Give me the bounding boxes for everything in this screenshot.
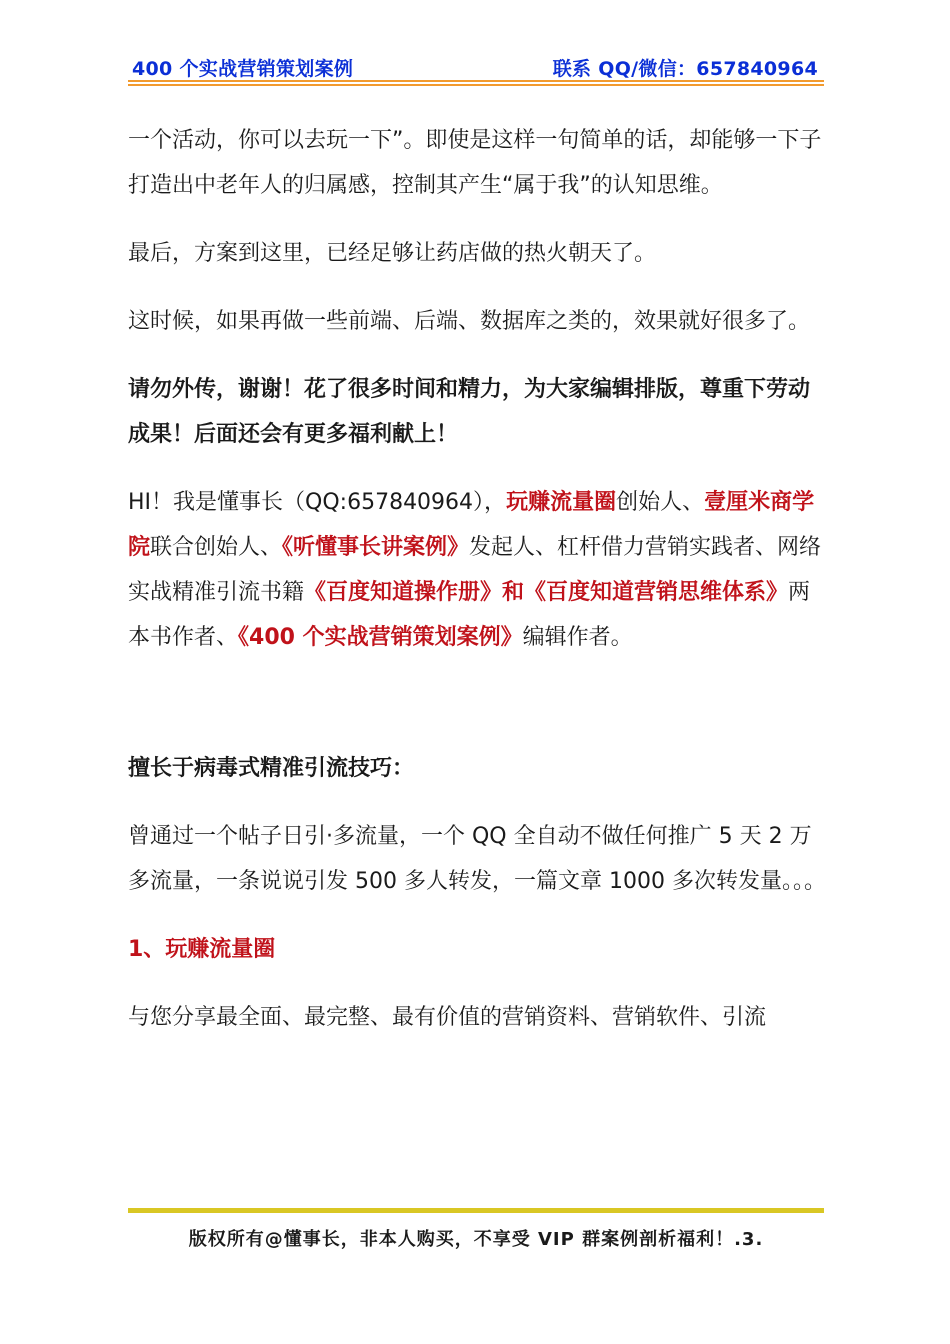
paragraph-author-intro <box>128 480 828 660</box>
page-header <box>128 50 824 86</box>
footer-text <box>128 1225 824 1251</box>
section-1-heading: 1、玩赚流量圈 <box>128 937 276 962</box>
intro-highlight-circle: 玩赚流量圈 <box>506 490 617 515</box>
paragraph-frontend-backend: 这时候，如果再做一些前端、后端、数据库之类的，效果就好很多了。 <box>128 309 811 334</box>
section-1-paragraph: 与您分享最全面、最完整、最有价值的营销资料、营销软件、引流 <box>128 1005 767 1030</box>
intro-text-5: 两本书作者、 <box>128 580 811 650</box>
intro-highlight-400cases: 《400 个实战营销策划案例》 <box>238 625 523 650</box>
header-contact: 联系 QQ/微信：657840964 <box>552 58 818 80</box>
intro-text-1: HI！我是懂事长（QQ:657840964）， <box>128 490 507 515</box>
paragraph-conclusion: 最后，方案到这里，已经足够让药店做的热火朝天了。 <box>128 241 657 266</box>
paragraph-activity: 一个活动，你可以去玩一下”。即使是这样一句简单的话，却能够一下子打造出中老年人的归属感，控制其产生“属于我”的认知思维。 <box>128 128 822 198</box>
skill-paragraph: 曾通过一个帖子日引·多流量，一个 QQ 全自动不做任何推广 5 天 2 万多流量，一条说说引发 500 多人转发，一篇文章 1000 多次转发量。。。 <box>128 824 826 894</box>
intro-text-4: 发起人、杠杆借力营销实践者、网络实战精准引流书籍 <box>128 535 822 605</box>
page-footer <box>128 1208 824 1251</box>
footer-rule <box>128 1208 824 1213</box>
intro-highlight-cases: 《听懂事长讲案例》 <box>282 535 470 560</box>
intro-highlight-books: 《百度知道操作册》和《百度知道营销思维体系》 <box>304 580 789 605</box>
header-title: 400 个实战营销策划案例 <box>132 58 354 80</box>
header-rule-bottom <box>128 84 824 86</box>
intro-text-2: 创始人、 <box>616 490 705 515</box>
intro-text-3: 联合创始人、 <box>150 535 283 560</box>
page-number: .3. <box>734 1229 764 1250</box>
document-body <box>128 118 828 1063</box>
paragraph-notice: 请勿外传，谢谢！花了很多时间和精力，为大家编辑排版，尊重下劳动成果！后面还会有更多福利献上！ <box>128 377 811 447</box>
skill-heading: 擅长于病毒式精准引流技巧： <box>128 756 415 781</box>
footer-copyright: 版权所有@懂事长，非本人购买，不享受 VIP 群案例剖析福利！ <box>188 1229 735 1250</box>
intro-highlight-academy: 壹厘米商学院 <box>128 490 815 560</box>
intro-text-6: 编辑作者。 <box>522 625 633 650</box>
header-rule-top <box>128 80 824 82</box>
